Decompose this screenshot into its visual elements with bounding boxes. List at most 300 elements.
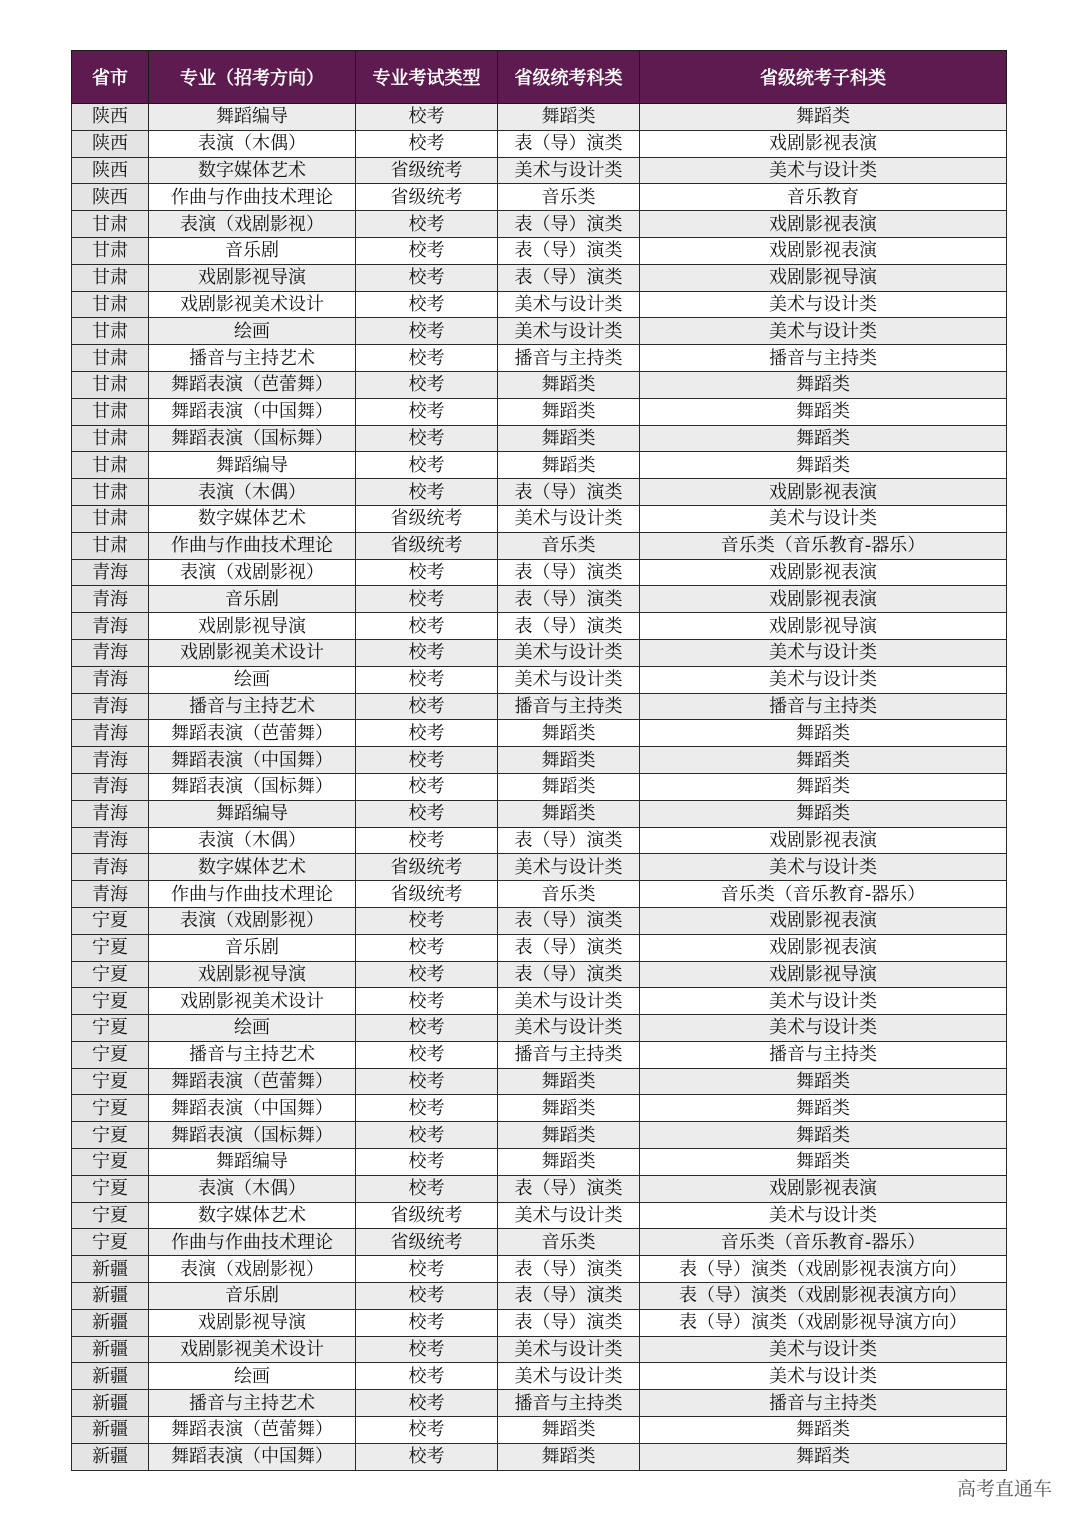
cell-subcategory: 舞蹈类 <box>640 747 1007 774</box>
table-row <box>72 613 1007 640</box>
cell-province: 宁夏 <box>72 1095 149 1122</box>
table-row <box>72 693 1007 720</box>
cell-province: 青海 <box>72 666 149 693</box>
cell-exam-type: 校考 <box>356 1443 498 1470</box>
cell-exam-type: 校考 <box>356 934 498 961</box>
cell-category: 表（导）演类 <box>498 479 640 506</box>
cell-province: 宁夏 <box>72 907 149 934</box>
admissions-table <box>71 50 1007 1471</box>
cell-exam-type: 校考 <box>356 291 498 318</box>
cell-province: 宁夏 <box>72 1015 149 1042</box>
cell-subcategory: 音乐教育 <box>640 184 1007 211</box>
cell-province: 宁夏 <box>72 1122 149 1149</box>
cell-subcategory: 表（导）演类（戏剧影视表演方向） <box>640 1283 1007 1310</box>
cell-category: 舞蹈类 <box>498 1149 640 1176</box>
cell-major: 舞蹈表演（芭蕾舞） <box>149 1068 356 1095</box>
cell-category: 音乐类 <box>498 184 640 211</box>
cell-exam-type: 校考 <box>356 720 498 747</box>
cell-province: 宁夏 <box>72 1202 149 1229</box>
cell-exam-type: 省级统考 <box>356 854 498 881</box>
table-row <box>72 1417 1007 1444</box>
cell-category: 表（导）演类 <box>498 559 640 586</box>
cell-province: 新疆 <box>72 1363 149 1390</box>
cell-subcategory: 播音与主持类 <box>640 693 1007 720</box>
cell-major: 戏剧影视导演 <box>149 961 356 988</box>
cell-exam-type: 校考 <box>356 559 498 586</box>
cell-major: 音乐剧 <box>149 934 356 961</box>
cell-exam-type: 校考 <box>356 237 498 264</box>
table-row <box>72 1363 1007 1390</box>
cell-major: 表演（木偶） <box>149 479 356 506</box>
header-row <box>72 51 1007 104</box>
cell-exam-type: 校考 <box>356 211 498 238</box>
cell-category: 舞蹈类 <box>498 773 640 800</box>
cell-province: 新疆 <box>72 1256 149 1283</box>
table-row <box>72 1309 1007 1336</box>
cell-category: 音乐类 <box>498 1229 640 1256</box>
cell-subcategory: 舞蹈类 <box>640 720 1007 747</box>
cell-major: 数字媒体艺术 <box>149 854 356 881</box>
table-row <box>72 264 1007 291</box>
cell-category: 美术与设计类 <box>498 318 640 345</box>
cell-subcategory: 美术与设计类 <box>640 318 1007 345</box>
cell-exam-type: 省级统考 <box>356 532 498 559</box>
table-row <box>72 157 1007 184</box>
cell-subcategory: 舞蹈类 <box>640 1417 1007 1444</box>
cell-subcategory: 美术与设计类 <box>640 157 1007 184</box>
cell-province: 青海 <box>72 773 149 800</box>
table-header <box>72 51 1007 104</box>
cell-province: 宁夏 <box>72 934 149 961</box>
cell-major: 作曲与作曲技术理论 <box>149 532 356 559</box>
cell-subcategory: 舞蹈类 <box>640 452 1007 479</box>
table-row <box>72 371 1007 398</box>
cell-major: 数字媒体艺术 <box>149 157 356 184</box>
cell-exam-type: 校考 <box>356 1015 498 1042</box>
table-row <box>72 1202 1007 1229</box>
cell-category: 美术与设计类 <box>498 1015 640 1042</box>
cell-major: 作曲与作曲技术理论 <box>149 881 356 908</box>
cell-province: 新疆 <box>72 1443 149 1470</box>
cell-subcategory: 戏剧影视表演 <box>640 907 1007 934</box>
cell-province: 青海 <box>72 800 149 827</box>
cell-subcategory: 戏剧影视表演 <box>640 559 1007 586</box>
cell-major: 音乐剧 <box>149 1283 356 1310</box>
table-row <box>72 1336 1007 1363</box>
cell-exam-type: 校考 <box>356 773 498 800</box>
cell-category: 舞蹈类 <box>498 371 640 398</box>
cell-major: 舞蹈表演（中国舞） <box>149 1095 356 1122</box>
cell-category: 音乐类 <box>498 881 640 908</box>
cell-province: 甘肃 <box>72 371 149 398</box>
cell-category: 表（导）演类 <box>498 586 640 613</box>
table-row <box>72 800 1007 827</box>
cell-province: 甘肃 <box>72 345 149 372</box>
table-row <box>72 961 1007 988</box>
cell-major: 戏剧影视导演 <box>149 1309 356 1336</box>
cell-province: 甘肃 <box>72 398 149 425</box>
cell-province: 宁夏 <box>72 1175 149 1202</box>
cell-major: 戏剧影视导演 <box>149 264 356 291</box>
cell-subcategory: 舞蹈类 <box>640 1443 1007 1470</box>
cell-province: 甘肃 <box>72 291 149 318</box>
cell-major: 播音与主持艺术 <box>149 345 356 372</box>
table-row <box>72 291 1007 318</box>
cell-subcategory: 播音与主持类 <box>640 1390 1007 1417</box>
cell-province: 宁夏 <box>72 1041 149 1068</box>
table-row <box>72 773 1007 800</box>
cell-exam-type: 校考 <box>356 398 498 425</box>
cell-exam-type: 校考 <box>356 1041 498 1068</box>
cell-major: 舞蹈编导 <box>149 800 356 827</box>
cell-exam-type: 省级统考 <box>356 1202 498 1229</box>
cell-category: 美术与设计类 <box>498 157 640 184</box>
cell-province: 青海 <box>72 586 149 613</box>
table-row <box>72 666 1007 693</box>
cell-major: 舞蹈编导 <box>149 104 356 131</box>
cell-major: 表演（木偶） <box>149 827 356 854</box>
cell-major: 戏剧影视美术设计 <box>149 291 356 318</box>
admissions-table-container <box>71 50 1006 1471</box>
cell-major: 舞蹈表演（中国舞） <box>149 398 356 425</box>
cell-major: 戏剧影视美术设计 <box>149 1336 356 1363</box>
cell-category: 播音与主持类 <box>498 693 640 720</box>
table-row <box>72 1443 1007 1470</box>
cell-major: 表演（戏剧影视） <box>149 1256 356 1283</box>
cell-exam-type: 校考 <box>356 264 498 291</box>
cell-subcategory: 戏剧影视表演 <box>640 211 1007 238</box>
cell-category: 音乐类 <box>498 532 640 559</box>
cell-subcategory: 舞蹈类 <box>640 773 1007 800</box>
table-row <box>72 130 1007 157</box>
cell-major: 舞蹈表演（国标舞） <box>149 1122 356 1149</box>
cell-subcategory: 美术与设计类 <box>640 1015 1007 1042</box>
cell-subcategory: 戏剧影视表演 <box>640 479 1007 506</box>
cell-major: 表演（戏剧影视） <box>149 211 356 238</box>
cell-exam-type: 校考 <box>356 1336 498 1363</box>
table-row <box>72 988 1007 1015</box>
table-row <box>72 237 1007 264</box>
cell-subcategory: 戏剧影视表演 <box>640 934 1007 961</box>
table-row <box>72 318 1007 345</box>
table-row <box>72 1390 1007 1417</box>
table-row <box>72 505 1007 532</box>
cell-category: 表（导）演类 <box>498 237 640 264</box>
cell-major: 舞蹈表演（中国舞） <box>149 747 356 774</box>
table-row <box>72 104 1007 131</box>
cell-category: 表（导）演类 <box>498 827 640 854</box>
cell-category: 美术与设计类 <box>498 854 640 881</box>
cell-category: 舞蹈类 <box>498 425 640 452</box>
table-row <box>72 532 1007 559</box>
cell-province: 陕西 <box>72 184 149 211</box>
table-row <box>72 747 1007 774</box>
cell-major: 戏剧影视美术设计 <box>149 639 356 666</box>
table-row <box>72 907 1007 934</box>
cell-province: 新疆 <box>72 1390 149 1417</box>
cell-major: 表演（木偶） <box>149 1175 356 1202</box>
cell-subcategory: 播音与主持类 <box>640 1041 1007 1068</box>
cell-province: 新疆 <box>72 1417 149 1444</box>
cell-subcategory: 戏剧影视表演 <box>640 237 1007 264</box>
cell-major: 舞蹈表演（芭蕾舞） <box>149 371 356 398</box>
cell-category: 美术与设计类 <box>498 1202 640 1229</box>
cell-category: 舞蹈类 <box>498 1095 640 1122</box>
cell-category: 美术与设计类 <box>498 291 640 318</box>
cell-subcategory: 戏剧影视导演 <box>640 264 1007 291</box>
cell-exam-type: 校考 <box>356 1417 498 1444</box>
table-row <box>72 1095 1007 1122</box>
cell-major: 播音与主持艺术 <box>149 1041 356 1068</box>
cell-category: 美术与设计类 <box>498 666 640 693</box>
cell-province: 青海 <box>72 639 149 666</box>
cell-category: 舞蹈类 <box>498 800 640 827</box>
cell-major: 表演（木偶） <box>149 130 356 157</box>
cell-category: 表（导）演类 <box>498 961 640 988</box>
cell-province: 宁夏 <box>72 1068 149 1095</box>
cell-exam-type: 校考 <box>356 1095 498 1122</box>
cell-exam-type: 校考 <box>356 666 498 693</box>
cell-major: 表演（戏剧影视） <box>149 907 356 934</box>
cell-subcategory: 播音与主持类 <box>640 345 1007 372</box>
cell-major: 舞蹈表演（中国舞） <box>149 1443 356 1470</box>
cell-major: 舞蹈表演（国标舞） <box>149 425 356 452</box>
cell-exam-type: 校考 <box>356 104 498 131</box>
cell-exam-type: 校考 <box>356 371 498 398</box>
cell-subcategory: 美术与设计类 <box>640 639 1007 666</box>
table-row <box>72 1122 1007 1149</box>
cell-category: 舞蹈类 <box>498 1122 640 1149</box>
cell-province: 陕西 <box>72 130 149 157</box>
cell-category: 舞蹈类 <box>498 104 640 131</box>
cell-major: 绘画 <box>149 666 356 693</box>
table-row <box>72 881 1007 908</box>
cell-category: 舞蹈类 <box>498 398 640 425</box>
cell-major: 舞蹈表演（芭蕾舞） <box>149 1417 356 1444</box>
table-row <box>72 1256 1007 1283</box>
cell-major: 舞蹈编导 <box>149 452 356 479</box>
cell-subcategory: 舞蹈类 <box>640 1095 1007 1122</box>
table-row <box>72 586 1007 613</box>
table-row <box>72 1149 1007 1176</box>
cell-subcategory: 舞蹈类 <box>640 398 1007 425</box>
cell-exam-type: 校考 <box>356 1309 498 1336</box>
cell-category: 表（导）演类 <box>498 211 640 238</box>
cell-category: 舞蹈类 <box>498 747 640 774</box>
cell-subcategory: 舞蹈类 <box>640 371 1007 398</box>
cell-exam-type: 校考 <box>356 907 498 934</box>
cell-subcategory: 美术与设计类 <box>640 988 1007 1015</box>
table-row <box>72 1229 1007 1256</box>
cell-province: 宁夏 <box>72 1149 149 1176</box>
table-row <box>72 345 1007 372</box>
table-row <box>72 1015 1007 1042</box>
cell-province: 宁夏 <box>72 988 149 1015</box>
header-exam-type: 专业考试类型 <box>356 51 498 104</box>
cell-major: 舞蹈编导 <box>149 1149 356 1176</box>
cell-exam-type: 校考 <box>356 1149 498 1176</box>
cell-exam-type: 校考 <box>356 425 498 452</box>
table-row <box>72 1041 1007 1068</box>
cell-province: 甘肃 <box>72 211 149 238</box>
cell-category: 表（导）演类 <box>498 1256 640 1283</box>
cell-exam-type: 校考 <box>356 586 498 613</box>
cell-category: 表（导）演类 <box>498 907 640 934</box>
cell-subcategory: 戏剧影视表演 <box>640 130 1007 157</box>
cell-province: 陕西 <box>72 157 149 184</box>
cell-exam-type: 校考 <box>356 1122 498 1149</box>
cell-province: 青海 <box>72 854 149 881</box>
table-row <box>72 854 1007 881</box>
cell-subcategory: 舞蹈类 <box>640 800 1007 827</box>
cell-province: 宁夏 <box>72 1229 149 1256</box>
table-row <box>72 398 1007 425</box>
cell-exam-type: 校考 <box>356 1283 498 1310</box>
cell-category: 美术与设计类 <box>498 988 640 1015</box>
cell-province: 宁夏 <box>72 961 149 988</box>
cell-exam-type: 校考 <box>356 800 498 827</box>
cell-category: 舞蹈类 <box>498 452 640 479</box>
cell-exam-type: 校考 <box>356 1390 498 1417</box>
cell-major: 舞蹈表演（国标舞） <box>149 773 356 800</box>
cell-exam-type: 校考 <box>356 1068 498 1095</box>
cell-province: 甘肃 <box>72 452 149 479</box>
table-row <box>72 211 1007 238</box>
cell-exam-type: 省级统考 <box>356 1229 498 1256</box>
cell-category: 播音与主持类 <box>498 1390 640 1417</box>
cell-subcategory: 舞蹈类 <box>640 1122 1007 1149</box>
cell-category: 表（导）演类 <box>498 1309 640 1336</box>
cell-category: 表（导）演类 <box>498 130 640 157</box>
cell-exam-type: 省级统考 <box>356 505 498 532</box>
cell-category: 美术与设计类 <box>498 1336 640 1363</box>
cell-exam-type: 校考 <box>356 827 498 854</box>
table-row <box>72 559 1007 586</box>
cell-subcategory: 音乐类（音乐教育-器乐） <box>640 532 1007 559</box>
cell-exam-type: 校考 <box>356 479 498 506</box>
cell-category: 舞蹈类 <box>498 1068 640 1095</box>
cell-category: 表（导）演类 <box>498 1175 640 1202</box>
table-row <box>72 639 1007 666</box>
cell-subcategory: 美术与设计类 <box>640 1363 1007 1390</box>
cell-category: 美术与设计类 <box>498 1363 640 1390</box>
table-body <box>72 104 1007 1471</box>
header-category: 省级统考科类 <box>498 51 640 104</box>
table-row <box>72 720 1007 747</box>
cell-major: 舞蹈表演（芭蕾舞） <box>149 720 356 747</box>
cell-province: 甘肃 <box>72 237 149 264</box>
cell-province: 青海 <box>72 747 149 774</box>
cell-subcategory: 舞蹈类 <box>640 425 1007 452</box>
cell-exam-type: 校考 <box>356 613 498 640</box>
cell-major: 戏剧影视导演 <box>149 613 356 640</box>
cell-major: 作曲与作曲技术理论 <box>149 1229 356 1256</box>
cell-province: 新疆 <box>72 1283 149 1310</box>
table-row <box>72 425 1007 452</box>
cell-major: 数字媒体艺术 <box>149 505 356 532</box>
cell-exam-type: 校考 <box>356 747 498 774</box>
cell-major: 音乐剧 <box>149 586 356 613</box>
cell-major: 播音与主持艺术 <box>149 1390 356 1417</box>
cell-major: 音乐剧 <box>149 237 356 264</box>
cell-category: 舞蹈类 <box>498 1443 640 1470</box>
cell-province: 新疆 <box>72 1336 149 1363</box>
cell-subcategory: 表（导）演类（戏剧影视表演方向） <box>640 1256 1007 1283</box>
cell-subcategory: 美术与设计类 <box>640 666 1007 693</box>
cell-subcategory: 表（导）演类（戏剧影视导演方向） <box>640 1309 1007 1336</box>
table-row <box>72 452 1007 479</box>
cell-exam-type: 校考 <box>356 345 498 372</box>
cell-province: 青海 <box>72 827 149 854</box>
table-row <box>72 1068 1007 1095</box>
cell-subcategory: 舞蹈类 <box>640 1068 1007 1095</box>
cell-subcategory: 美术与设计类 <box>640 505 1007 532</box>
table-row <box>72 827 1007 854</box>
cell-province: 甘肃 <box>72 532 149 559</box>
cell-province: 陕西 <box>72 104 149 131</box>
cell-subcategory: 美术与设计类 <box>640 1336 1007 1363</box>
cell-province: 甘肃 <box>72 318 149 345</box>
cell-category: 表（导）演类 <box>498 934 640 961</box>
cell-exam-type: 校考 <box>356 318 498 345</box>
header-subcategory: 省级统考子科类 <box>640 51 1007 104</box>
cell-subcategory: 戏剧影视导演 <box>640 961 1007 988</box>
cell-province: 青海 <box>72 559 149 586</box>
cell-major: 作曲与作曲技术理论 <box>149 184 356 211</box>
cell-subcategory: 美术与设计类 <box>640 1202 1007 1229</box>
cell-subcategory: 美术与设计类 <box>640 854 1007 881</box>
cell-subcategory: 音乐类（音乐教育-器乐） <box>640 1229 1007 1256</box>
cell-major: 数字媒体艺术 <box>149 1202 356 1229</box>
cell-province: 青海 <box>72 613 149 640</box>
cell-exam-type: 省级统考 <box>356 881 498 908</box>
cell-exam-type: 校考 <box>356 961 498 988</box>
cell-exam-type: 校考 <box>356 130 498 157</box>
cell-subcategory: 舞蹈类 <box>640 104 1007 131</box>
cell-exam-type: 校考 <box>356 693 498 720</box>
cell-category: 表（导）演类 <box>498 1283 640 1310</box>
header-province: 省市 <box>72 51 149 104</box>
table-row <box>72 184 1007 211</box>
cell-exam-type: 校考 <box>356 452 498 479</box>
cell-province: 甘肃 <box>72 264 149 291</box>
cell-exam-type: 校考 <box>356 639 498 666</box>
cell-subcategory: 戏剧影视表演 <box>640 586 1007 613</box>
cell-major: 绘画 <box>149 318 356 345</box>
header-major: 专业（招考方向） <box>149 51 356 104</box>
cell-category: 表（导）演类 <box>498 613 640 640</box>
cell-province: 甘肃 <box>72 505 149 532</box>
cell-province: 青海 <box>72 720 149 747</box>
cell-exam-type: 校考 <box>356 988 498 1015</box>
cell-category: 舞蹈类 <box>498 1417 640 1444</box>
cell-province: 新疆 <box>72 1309 149 1336</box>
table-row <box>72 1283 1007 1310</box>
cell-subcategory: 戏剧影视表演 <box>640 827 1007 854</box>
cell-major: 绘画 <box>149 1015 356 1042</box>
cell-subcategory: 戏剧影视导演 <box>640 613 1007 640</box>
table-row <box>72 934 1007 961</box>
cell-exam-type: 校考 <box>356 1363 498 1390</box>
table-row <box>72 479 1007 506</box>
cell-subcategory: 音乐类（音乐教育-器乐） <box>640 881 1007 908</box>
cell-exam-type: 校考 <box>356 1256 498 1283</box>
cell-major: 表演（戏剧影视） <box>149 559 356 586</box>
cell-category: 表（导）演类 <box>498 264 640 291</box>
cell-exam-type: 校考 <box>356 1175 498 1202</box>
cell-major: 绘画 <box>149 1363 356 1390</box>
cell-province: 青海 <box>72 693 149 720</box>
